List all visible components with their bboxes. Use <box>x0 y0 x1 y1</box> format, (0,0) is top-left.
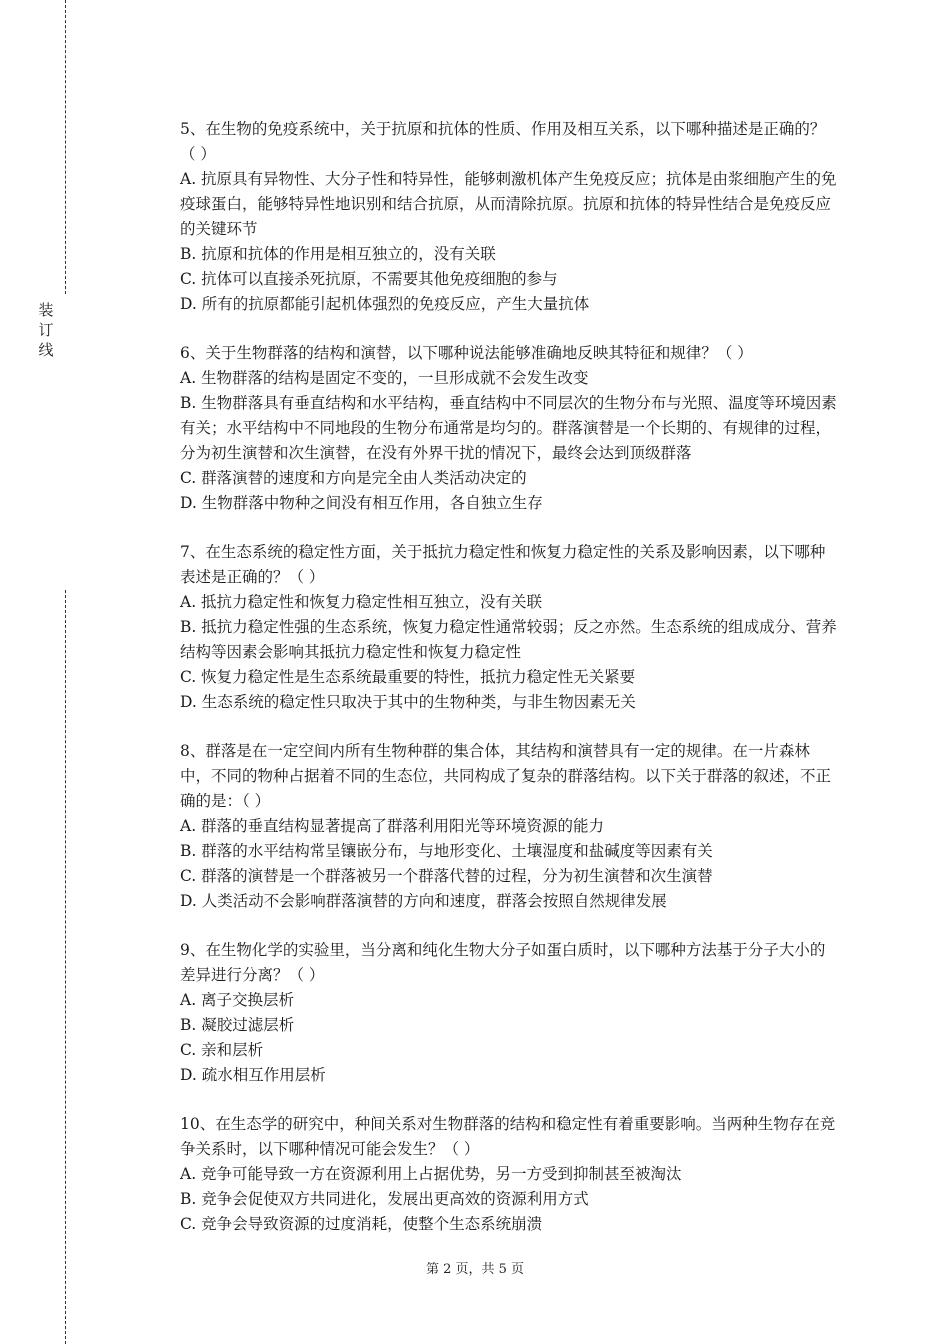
option-b: B. 群落的水平结构常呈镶嵌分布，与地形变化、土壤湿度和盐碱度等因素有关 <box>180 842 713 860</box>
option-d: D. 生态系统的稳定性只取决于其中的生物种类，与非生物因素无关 <box>180 693 636 711</box>
question-9 <box>180 938 840 1088</box>
question-stem: 10、在生态学的研究中，种间关系对生物群落的结构和稳定性有着重要影响。当两种生物存在竞争关系时，以下哪种情况可能会发生？（ ） <box>180 1115 836 1158</box>
option-c: C. 群落的演替是一个群落被另一个群落代替的过程，分为初生演替和次生演替 <box>180 867 713 885</box>
binding-char: 订 <box>38 321 54 339</box>
option-a: A. 群落的垂直结构显著提高了群落利用阳光等环境资源的能力 <box>180 817 605 835</box>
question-7 <box>180 540 840 715</box>
binding-char: 线 <box>38 341 54 359</box>
option-d: D. 所有的抗原都能引起机体强烈的免疫反应，产生大量抗体 <box>180 295 590 313</box>
option-a: A. 抵抗力稳定性和恢复力稳定性相互独立，没有关联 <box>180 593 543 611</box>
binding-char: 装 <box>38 301 54 319</box>
option-c: C. 竞争会导致资源的过度消耗，使整个生态系统崩溃 <box>180 1215 543 1233</box>
binding-line-top <box>65 0 66 294</box>
question-6 <box>180 341 840 516</box>
question-stem: 6、关于生物群落的结构和演替，以下哪种说法能够准确地反映其特征和规律？（ ） <box>180 344 753 362</box>
option-d: D. 人类活动不会影响群落演替的方向和速度，群落会按照自然规律发展 <box>180 892 667 910</box>
option-c: C. 恢复力稳定性是生态系统最重要的特性，抵抗力稳定性无关紧要 <box>180 668 636 686</box>
binding-label <box>36 300 56 360</box>
question-stem: 9、在生物化学的实验里，当分离和纯化生物大分子如蛋白质时，以下哪种方法基于分子大小的差异进行分离？（ ） <box>180 941 826 984</box>
option-a: A. 抗原具有异物性、大分子性和特异性，能够刺激机体产生免疫反应；抗体是由浆细胞产生的免疫球蛋白，能够特异性地识别和结合抗原，从而清除抗原。抗原和抗体的特异性结合是免疫反应的关键环节 <box>180 170 837 238</box>
binding-line-bottom <box>65 590 66 1344</box>
option-b: B. 生物群落具有垂直结构和水平结构，垂直结构中不同层次的生物分布与光照、温度等环境因素有关；水平结构中不同地段的生物分布通常是均匀的。群落演替是一个长期的、有规律的过程，分为初生演替和次生演替，在没有外界干扰的情况下，最终会达到顶级群落 <box>180 394 837 462</box>
option-c: C. 抗体可以直接杀死抗原，不需要其他免疫细胞的参与 <box>180 270 558 288</box>
question-stem: 7、在生态系统的稳定性方面，关于抵抗力稳定性和恢复力稳定性的关系及影响因素，以下哪种表述是正确的？（ ） <box>180 543 826 586</box>
question-stem: 5、在生物的免疫系统中，关于抗原和抗体的性质、作用及相互关系，以下哪种描述是正确的？（ ） <box>180 120 826 163</box>
option-a: A. 生物群落的结构是固定不变的，一旦形成就不会发生改变 <box>180 369 589 387</box>
option-d: D. 生物群落中物种之间没有相互作用，各自独立生存 <box>180 494 543 512</box>
option-b: B. 抗原和抗体的作用是相互独立的，没有关联 <box>180 245 496 263</box>
option-c: C. 亲和层析 <box>180 1041 264 1059</box>
page-number: 第 2 页，共 5 页 <box>425 1262 525 1277</box>
option-b: B. 抵抗力稳定性强的生态系统，恢复力稳定性通常较弱；反之亦然。生态系统的组成成分、营养结构等因素会影响其抵抗力稳定性和恢复力稳定性 <box>180 618 837 661</box>
option-d: D. 疏水相互作用层析 <box>180 1066 326 1084</box>
option-a: A. 离子交换层析 <box>180 991 295 1009</box>
question-stem: 8、群落是在一定空间内所有生物种群的集合体，其结构和演替具有一定的规律。在一片森林中，不同的物种占据着不同的生态位，共同构成了复杂的群落结构。以下关于群落的叙述，不正确的是：（ ） <box>180 742 832 810</box>
option-c: C. 群落演替的速度和方向是完全由人类活动决定的 <box>180 469 527 487</box>
question-list <box>180 117 840 1261</box>
option-b: B. 凝胶过滤层析 <box>180 1016 295 1034</box>
question-8 <box>180 739 840 914</box>
question-5 <box>180 117 840 317</box>
option-b: B. 竞争会促使双方共同进化，发展出更高效的资源利用方式 <box>180 1190 589 1208</box>
question-10 <box>180 1112 840 1237</box>
option-a: A. 竞争可能导致一方在资源利用上占据优势，另一方受到抑制甚至被淘汰 <box>180 1165 682 1183</box>
